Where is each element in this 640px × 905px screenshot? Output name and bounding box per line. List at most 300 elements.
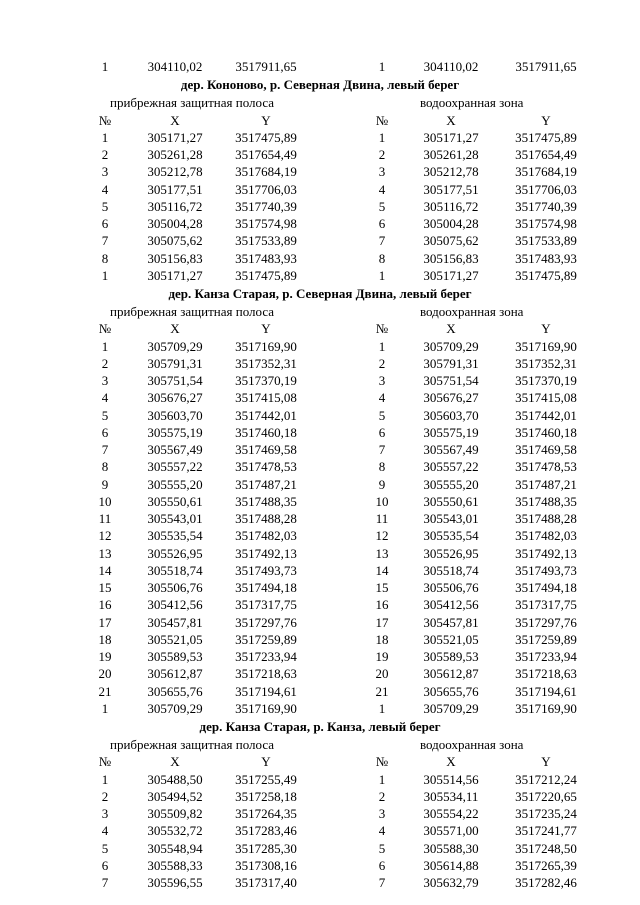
point-number: 7 [101,233,109,249]
x-coordinate: 305261,28 [147,147,203,162]
y-coordinate: 3517442,01 [235,407,297,423]
point-number: 15 [375,580,389,595]
table-row [0,232,640,249]
x-coordinate: 305596,55 [147,875,203,890]
point-number: 8 [378,250,386,266]
table-row [0,389,640,406]
point-number: 4 [378,823,386,839]
y-coordinate: 3517654,49 [235,147,297,162]
point-number: 4 [101,181,109,197]
x-coordinate: 305535,54 [147,528,203,544]
column-header-x: X [170,112,180,128]
y-coordinate: 3517233,94 [235,649,297,664]
point-number: 19 [98,649,112,664]
y-coordinate: 3517488,28 [515,511,577,526]
x-coordinate: 305521,05 [147,631,203,647]
x-coordinate: 305612,87 [423,666,479,682]
point-number: 4 [378,181,386,197]
point-number: 10 [375,493,389,509]
y-coordinate: 3517169,90 [515,700,577,716]
x-coordinate: 305457,81 [423,614,479,630]
y-coordinate: 3517265,39 [515,857,577,873]
point-number: 1 [101,700,109,716]
x-coordinate: 305171,27 [147,129,203,145]
y-coordinate: 3517220,65 [515,788,577,804]
x-coordinate: 305177,51 [147,181,203,197]
y-coordinate: 3517264,35 [235,806,297,821]
point-number: 3 [378,373,386,388]
x-coordinate: 305514,56 [423,771,479,787]
column-header-row [0,320,640,337]
table-row [0,665,640,682]
coastal-strip-label: прибрежная защитная полоса [110,95,275,111]
point-number: 6 [101,424,109,440]
y-coordinate: 3517169,90 [515,338,577,354]
y-coordinate: 3517488,35 [235,493,297,509]
point-number: 9 [101,476,109,492]
point-number: 12 [375,528,389,544]
y-coordinate: 3517235,24 [515,806,577,821]
table-row [0,822,640,839]
x-coordinate: 305557,22 [147,459,203,475]
x-coordinate: 305532,72 [147,823,203,839]
column-header-number: № [98,754,112,770]
y-coordinate: 3517469,58 [235,442,297,457]
x-coordinate: 305588,33 [147,857,203,873]
x-coordinate: 305550,61 [423,493,479,509]
y-coordinate: 3517469,58 [515,442,577,457]
point-number: 13 [375,545,389,561]
x-coordinate: 305543,01 [147,511,203,526]
x-coordinate: 305655,76 [423,683,479,699]
y-coordinate: 3517493,73 [515,562,577,578]
point-number: 5 [378,407,386,423]
column-header-row [0,753,640,770]
point-number: 19 [375,649,389,664]
table-row [0,215,640,232]
y-coordinate: 3517493,73 [235,562,297,578]
x-coordinate: 305412,56 [147,597,203,613]
point-number: 2 [378,355,386,371]
y-coordinate: 3517475,89 [235,267,297,283]
zone-labels-row [0,736,640,753]
y-coordinate: 3517297,76 [235,614,297,630]
table-row [0,874,640,891]
y-coordinate: 3517482,03 [235,528,297,544]
y-coordinate: 3517492,13 [235,545,297,561]
point-number: 14 [375,562,389,578]
y-coordinate: 3517460,18 [515,424,577,440]
point-number: 1 [378,267,386,283]
point-number: 20 [375,666,389,682]
y-coordinate: 3517482,03 [515,528,577,544]
column-header-x: X [446,112,456,128]
point-number: 8 [378,459,386,475]
point-number: 18 [98,631,112,647]
point-number: 10 [98,493,112,509]
x-coordinate: 305261,28 [423,147,479,162]
x-coordinate: 305116,72 [147,198,203,214]
x-coordinate: 305412,56 [423,597,479,613]
x-coordinate: 305457,81 [147,614,203,630]
coastal-strip-label: прибрежная защитная полоса [110,737,275,752]
table-row [0,579,640,596]
y-coordinate: 3517533,89 [235,233,297,249]
point-number: 11 [375,511,389,526]
point-number: 1 [378,700,386,716]
point-number: 8 [101,250,109,266]
y-coordinate: 3517317,75 [235,597,297,613]
y-coordinate: 3517317,75 [515,597,577,613]
point-number: 3 [101,164,109,180]
point-number: 3 [101,373,109,388]
point-number: 1 [101,338,109,354]
x-coordinate: 305075,62 [423,233,479,249]
y-coordinate: 3517285,30 [235,840,297,856]
y-coordinate: 3517574,98 [235,216,297,231]
y-coordinate: 3517740,39 [235,198,297,214]
x-coordinate: 305555,20 [147,476,203,492]
y-coordinate: 3517475,89 [235,129,297,145]
y-coordinate: 3517488,35 [515,493,577,509]
water-protection-zone-label: водоохранная зона [420,304,524,319]
table-row [0,493,640,510]
x-coordinate: 305156,83 [423,250,479,266]
table-row [0,458,640,475]
y-coordinate: 3517218,63 [515,666,577,682]
table-row [0,614,640,631]
point-number: 7 [101,442,109,457]
x-coordinate: 305554,22 [423,806,479,821]
column-header-x: X [446,754,456,770]
point-number: 1 [378,771,386,787]
point-number: 5 [378,840,386,856]
column-header-x: X [446,321,456,337]
y-coordinate: 3517169,90 [235,700,297,716]
point-number: 6 [378,857,386,873]
y-coordinate: 3517194,61 [235,683,297,699]
column-header-y: Y [541,112,551,128]
point-number: 7 [101,875,109,890]
table-row [0,771,640,788]
y-coordinate: 3517487,21 [515,476,577,492]
table-row [0,700,640,717]
y-coordinate: 3517911,65 [515,59,577,74]
table-row [0,631,640,648]
top-row [0,58,640,75]
x-coordinate: 305550,61 [147,493,203,509]
column-header-number: № [375,321,389,337]
column-header-y: Y [541,321,551,337]
point-number: 16 [98,597,112,613]
x-coordinate: 305494,52 [147,788,203,804]
y-coordinate: 3517478,53 [515,459,577,475]
point-number: 5 [378,198,386,214]
point-number: 2 [101,788,109,804]
column-header-x: X [170,754,180,770]
y-coordinate: 3517475,89 [515,267,577,283]
y-coordinate: 3517259,89 [235,631,297,647]
y-coordinate: 3517218,63 [235,666,297,682]
table-row [0,267,640,284]
coordinates-document [0,58,640,891]
table-row [0,683,640,700]
x-coordinate: 305526,95 [147,545,203,561]
x-coordinate: 305614,88 [423,857,479,873]
point-number: 15 [98,580,112,595]
y-coordinate: 3517442,01 [515,407,577,423]
table-row [0,338,640,355]
y-coordinate: 3517654,49 [515,147,577,162]
y-coordinate: 3517283,46 [235,823,297,839]
y-coordinate: 3517487,21 [235,476,297,492]
x-coordinate: 305632,79 [423,875,479,890]
point-number: 6 [378,424,386,440]
y-coordinate: 3517483,93 [515,250,577,266]
x-coordinate: 305171,27 [423,129,479,145]
point-number: 7 [378,233,386,249]
column-header-y: Y [261,112,271,128]
point-number: 8 [101,459,109,475]
section-title: дер. Кононово, р. Северная Двина, левый берег [180,77,460,93]
zone-labels-row [0,303,640,320]
column-header-x: X [170,321,180,337]
table-row [0,424,640,441]
y-coordinate: 3517415,08 [235,390,297,406]
point-number: 11 [98,511,112,526]
point-number: 3 [101,806,109,821]
water-protection-zone-label: водоохранная зона [420,737,524,752]
point-number: 1 [101,267,109,283]
x-coordinate: 305751,54 [423,373,479,388]
point-number: 3 [378,806,386,821]
column-header-y: Y [261,754,271,770]
y-coordinate: 3517212,24 [515,771,577,787]
table-row [0,596,640,613]
coastal-strip-label: прибрежная защитная полоса [110,304,275,319]
point-number: 2 [101,147,109,162]
x-coordinate: 305567,49 [147,442,203,457]
y-coordinate: 3517494,18 [235,580,297,595]
y-coordinate: 3517258,18 [235,788,297,804]
point-number: 2 [378,147,386,162]
point-number: 17 [98,614,112,630]
x-coordinate: 305212,78 [423,164,479,180]
y-coordinate: 3517684,19 [515,164,577,180]
y-coordinate: 3517478,53 [235,459,297,475]
table-row [0,648,640,665]
x-coordinate: 305709,29 [423,700,479,716]
x-coordinate: 305171,27 [147,267,203,283]
x-coordinate: 305589,53 [147,649,203,664]
table-row [0,198,640,215]
x-coordinate: 305543,01 [423,511,479,526]
x-coordinate: 305518,74 [147,562,203,578]
x-coordinate: 305676,27 [423,390,479,406]
x-coordinate: 305004,28 [423,216,479,231]
table-row [0,163,640,180]
y-coordinate: 3517317,40 [235,875,297,890]
table-row [0,250,640,267]
x-coordinate: 305488,50 [147,771,203,787]
y-coordinate: 3517460,18 [235,424,297,440]
x-coordinate: 305676,27 [147,390,203,406]
x-coordinate: 305588,30 [423,840,479,856]
y-coordinate: 3517297,76 [515,614,577,630]
section-title: дер. Канза Старая, р. Северная Двина, левый берег [168,286,472,301]
y-coordinate: 3517169,90 [235,338,297,354]
y-coordinate: 3517483,93 [235,250,297,266]
column-header-row [0,112,640,129]
column-header-number: № [98,321,112,337]
point-number: 3 [378,164,386,180]
y-coordinate: 3517574,98 [515,216,577,231]
x-coordinate: 304110,02 [423,59,479,74]
table-row [0,355,640,372]
y-coordinate: 3517488,28 [235,511,297,526]
x-coordinate: 305709,29 [147,700,203,716]
column-header-number: № [375,754,389,770]
table-row [0,805,640,822]
x-coordinate: 305603,70 [147,407,203,423]
y-coordinate: 3517706,03 [515,181,577,197]
x-coordinate: 305506,76 [147,580,203,595]
point-number: 5 [101,198,109,214]
x-coordinate: 305506,76 [423,580,479,595]
table-row [0,788,640,805]
water-protection-zone-label: водоохранная зона [420,95,524,111]
x-coordinate: 305555,20 [423,476,479,492]
x-coordinate: 305589,53 [423,649,479,664]
point-number: 1 [101,771,109,787]
y-coordinate: 3517492,13 [515,545,577,561]
x-coordinate: 305509,82 [147,806,203,821]
column-header-y: Y [541,754,551,770]
point-number: 5 [101,840,109,856]
y-coordinate: 3517533,89 [515,233,577,249]
point-number: 2 [378,788,386,804]
y-coordinate: 3517352,31 [235,355,297,371]
point-number: 9 [378,476,386,492]
point-number: 6 [101,857,109,873]
x-coordinate: 305116,72 [423,198,479,214]
column-header-number: № [98,112,112,128]
x-coordinate: 305075,62 [147,233,203,249]
x-coordinate: 305004,28 [147,216,203,231]
y-coordinate: 3517706,03 [235,181,297,197]
column-header-y: Y [261,321,271,337]
y-coordinate: 3517241,77 [515,823,577,839]
x-coordinate: 305156,83 [147,250,203,266]
point-number: 4 [101,823,109,839]
x-coordinate: 305575,19 [423,424,479,440]
y-coordinate: 3517259,89 [515,631,577,647]
point-number: 21 [375,683,389,699]
x-coordinate: 305518,74 [423,562,479,578]
x-coordinate: 305603,70 [423,407,479,423]
point-number: 1 [378,338,386,354]
table-row [0,510,640,527]
x-coordinate: 305521,05 [423,631,479,647]
table-row [0,372,640,389]
y-coordinate: 3517233,94 [515,649,577,664]
point-number: 7 [378,442,386,457]
table-row [0,407,640,424]
x-coordinate: 305567,49 [423,442,479,457]
table-row [0,129,640,146]
x-coordinate: 305655,76 [147,683,203,699]
x-coordinate: 305212,78 [147,164,203,180]
y-coordinate: 3517370,19 [235,373,297,388]
table-row [0,545,640,562]
point-number: 20 [98,666,112,682]
y-coordinate: 3517352,31 [515,355,577,371]
point-number: 1 [101,59,109,74]
x-coordinate: 305575,19 [147,424,203,440]
point-number: 6 [101,216,109,231]
x-coordinate: 304110,02 [147,59,203,74]
table-row [0,181,640,198]
x-coordinate: 305751,54 [147,373,203,388]
point-number: 7 [378,875,386,890]
point-number: 2 [101,355,109,371]
point-number: 1 [101,129,109,145]
y-coordinate: 3517282,46 [515,875,577,890]
y-coordinate: 3517255,49 [235,771,297,787]
point-number: 17 [375,614,389,630]
x-coordinate: 305171,27 [423,267,479,283]
point-number: 6 [378,216,386,231]
point-number: 5 [101,407,109,423]
table-row [0,857,640,874]
y-coordinate: 3517415,08 [515,390,577,406]
y-coordinate: 3517684,19 [235,164,297,180]
y-coordinate: 3517248,50 [515,840,577,856]
x-coordinate: 305709,29 [423,338,479,354]
y-coordinate: 3517475,89 [515,129,577,145]
zone-labels-row [0,94,640,111]
section-title: дер. Канза Старая, р. Канза, левый берег [199,719,441,734]
x-coordinate: 305709,29 [147,338,203,354]
column-header-number: № [375,112,389,128]
point-number: 1 [378,59,386,74]
y-coordinate: 3517740,39 [515,198,577,214]
point-number: 4 [378,390,386,406]
y-coordinate: 3517308,16 [235,857,297,873]
point-number: 14 [98,562,112,578]
table-row [0,146,640,163]
x-coordinate: 305571,00 [423,823,479,839]
point-number: 1 [378,129,386,145]
x-coordinate: 305612,87 [147,666,203,682]
point-number: 13 [98,545,112,561]
table-row [0,840,640,857]
x-coordinate: 305791,31 [423,355,479,371]
x-coordinate: 305526,95 [423,545,479,561]
point-number: 12 [98,528,112,544]
x-coordinate: 305534,11 [423,788,479,804]
y-coordinate: 3517911,65 [235,59,297,74]
x-coordinate: 305548,94 [147,840,203,856]
y-coordinate: 3517194,61 [515,683,577,699]
table-row [0,441,640,458]
x-coordinate: 305535,54 [423,528,479,544]
point-number: 4 [101,390,109,406]
table-row [0,527,640,544]
point-number: 18 [375,631,389,647]
point-number: 21 [98,683,112,699]
point-number: 16 [375,597,389,613]
